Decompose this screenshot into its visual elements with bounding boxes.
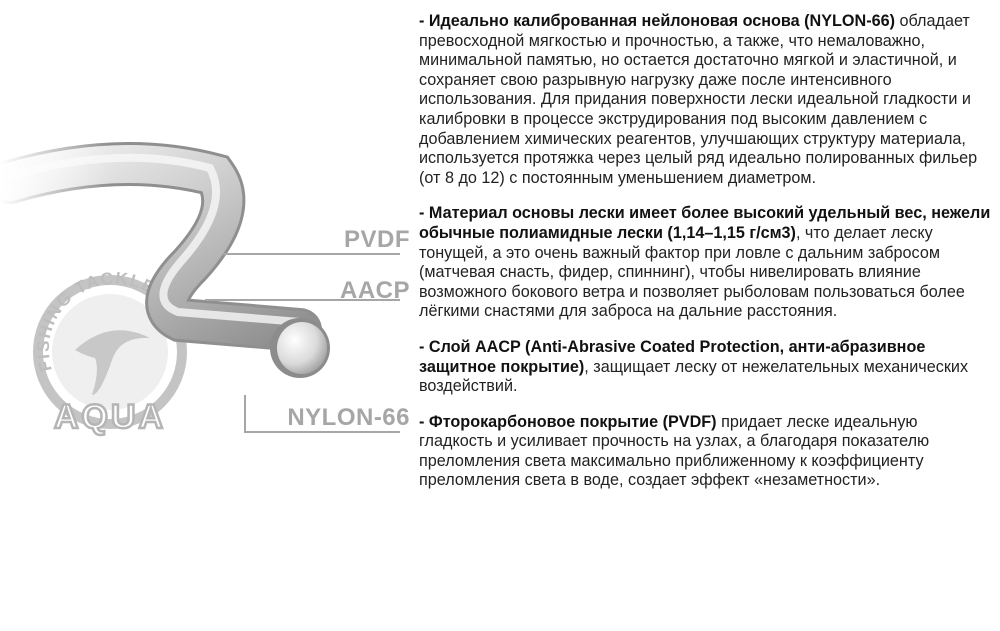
paragraph-density [419,204,994,322]
paragraph-pvdf-heading: - Фторокарбоновое покрытие (PVDF) [419,412,717,431]
fishing-line-diagram [0,0,410,626]
label-pvdf: PVDF [343,226,410,253]
logo-word: AQUA [53,398,167,436]
line-structure-illustration [0,0,410,626]
description-text [419,12,994,507]
paragraph-aacp-body: , защищает леску от нежелательных механических воздействий. [419,357,969,396]
paragraph-aacp-heading: - Слой AACP (Anti-Abrasive Coated Protection, анти-абразивное защитное покрытие) [419,337,926,376]
logo-arc-text: FISHING TACKLE [33,268,159,374]
label-nylon-66: NYLON-66 [287,404,410,431]
paragraph-nylon-body: обладает превосходной мягкостью и прочностью, а также, что немаловажно, минимальной памятью, но остается достаточно мягкой и эластичной, и сохраняет свою разрывную нагрузку даже после интенсивного использования. Для придания поверхности лески идеальной гладкости и калибровки в процессе экструдирования под высоким давлением с добавлением химических реагентов, улучшающих структуру материала, используется протяжка через целый ряд идеально полированных фильер (от 8 до 12) с постоянным уменьшением диаметром. [419,12,978,187]
paragraph-nylon [419,12,994,188]
paragraph-pvdf [419,413,994,491]
paragraph-pvdf-body: придает леске идеальную гладкость и усиливает прочность на узлах, а благодаря показателю преломления света максимально приближенному к коэффициенту преломления света в воде, создает эффект «незаметности». [419,412,930,490]
paragraph-density-heading: - Материал основы лески имеет более высокий удельный вес, нежели обычные полиамидные лески (1,14–1,15 г/см3) [419,204,991,242]
paragraph-aacp [419,338,994,397]
label-aacp: AACP [339,277,410,304]
paragraph-density-body: , что делает леску тонущей, а это очень важный фактор при ловле с дальним забросом (матчевая снасть, фидер, спиннинг), чтобы нивелировать влияние возможного бокового ветра и позволяет рыболовам пользоваться более лёгкими снастями для заброса на дальние расстояния. [419,223,965,321]
paragraph-nylon-heading: - Идеально калиброванная нейлоновая основа (NYLON-66) [419,12,896,30]
